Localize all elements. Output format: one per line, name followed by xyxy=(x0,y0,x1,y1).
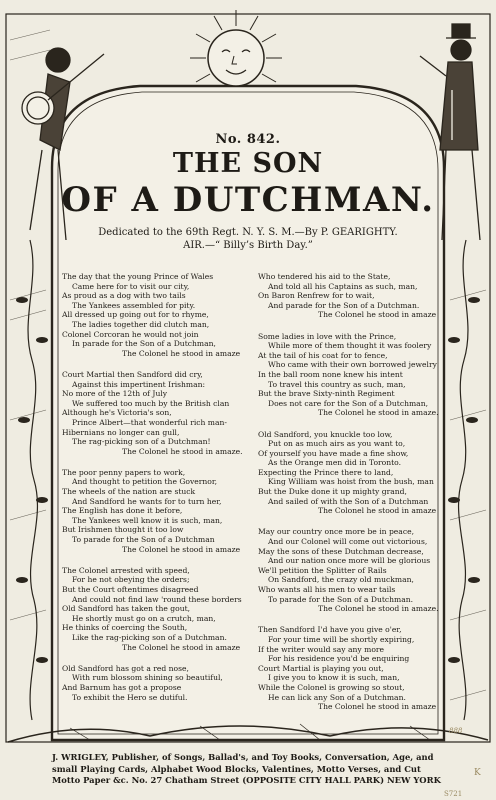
stanza xyxy=(62,566,254,652)
verse-line: To parade for the Son of a Dutchman. xyxy=(268,594,414,604)
verse-line: Who tendered his aid to the State, xyxy=(258,272,391,281)
verse-line: And Sandford he wants for to turn her, xyxy=(72,496,222,506)
dedication-block xyxy=(0,226,496,252)
stanza xyxy=(258,430,450,516)
verse-line: And could not find law 'round these borders xyxy=(72,594,242,604)
verse-line: Old Sandford has got a red nose, xyxy=(62,663,189,673)
stanza xyxy=(62,370,254,456)
verse-line: While the Colonel is growing so stout, xyxy=(258,682,405,692)
verse-line: And thought to petition the Governor, xyxy=(72,477,218,487)
verse-line: Who wants all his men to wear tails xyxy=(258,585,396,594)
stanza xyxy=(258,332,450,418)
verse-line: And told all his Captains as such, man, xyxy=(268,281,418,291)
verse-line: The English has done it before, xyxy=(62,506,183,516)
verse-line: Prince Albert—that wonderful rich man- xyxy=(72,417,227,427)
imprint-line-3: Motto Paper &c. No. 27 Chatham Street (OPPOSITE CITY HALL PARK) NEW YORK xyxy=(52,775,441,786)
verse-line: And our Colonel will come out victorious, xyxy=(268,537,428,547)
verse-line: Old Sandford has taken the gout, xyxy=(62,604,191,614)
verse-line: May our country once more be in peace, xyxy=(258,527,414,537)
verse-line: But the Duke done it up mighty grand, xyxy=(258,487,407,497)
lyrics-left-column xyxy=(62,272,254,714)
verse-line: May the sons of these Dutchman decrease, xyxy=(258,546,424,556)
verse-line: Hibernians no longer can gull, xyxy=(62,427,180,437)
margin-mark: K xyxy=(474,768,481,778)
air-line: AIR.—“ Billy’s Birth Day.” xyxy=(183,240,313,251)
dedication-line: Dedicated to the 69th Regt. N. Y. S. M.—By P. GEARIGHTY. xyxy=(98,227,398,238)
verse-line: Old Sandford, you knuckle too low, xyxy=(258,429,393,439)
lyrics-right-column xyxy=(258,272,450,723)
verse-line: The wheels of the nation are stuck xyxy=(62,487,196,497)
verse-line: The Colonel he stood in amaze xyxy=(122,348,241,358)
verse-line: But the brave Sixty-ninth Regiment xyxy=(258,389,395,399)
verse-line: But Irishmen thought it too low xyxy=(62,525,184,535)
title-line-1: THE SON xyxy=(172,148,324,179)
verse-line: For he not obeying the orders; xyxy=(72,575,190,585)
stanza xyxy=(258,272,450,320)
verse-line: The Yankees assembled for pity. xyxy=(72,300,196,310)
verse-line: We suffered too much by the British clan xyxy=(72,398,230,408)
verse-line: Who came with their own borrowed jewelry xyxy=(268,360,437,370)
verse-line: The Colonel he stood in amaze. xyxy=(122,446,243,456)
verse-line: But the Court oftentimes disagreed xyxy=(62,585,199,594)
verse-line: Came here for to visit our city, xyxy=(72,281,190,291)
verse-line: Like the rag-picking son of a Dutchman. xyxy=(72,632,227,642)
pencil-annotation: 888 xyxy=(449,727,463,735)
verse-line: To exhibit the Hero se dutiful. xyxy=(72,692,188,702)
verse-line: The Colonel he stood in amaze xyxy=(122,544,241,554)
verse-line: To parade for the Son of a Dutchman xyxy=(72,535,215,545)
verse-line: I give you to know it is such, man, xyxy=(268,673,400,683)
verse-line: At the tail of his coat for to fence, xyxy=(258,350,388,360)
sun-face-icon xyxy=(190,10,282,86)
verse-line: The Colonel he stood in amaze xyxy=(318,506,437,516)
imprint-line-2: small Playing Cards, Alphabet Wood Blocks, Valentines, Motto Verses, and Cut xyxy=(52,763,421,774)
stanza xyxy=(62,664,254,702)
verse-line: Against this impertinent Irishman: xyxy=(72,379,206,389)
verse-line: Expecting the Prince there to land, xyxy=(258,467,394,477)
imprint-line-1: J. WRIGLEY, Publisher, of Songs, Ballad's, and Toy Books, Conversation, Age, and xyxy=(52,752,434,762)
verse-line: On Baron Renfrew for to wait, xyxy=(258,291,375,301)
verse-line: The ladies together did clutch man, xyxy=(72,319,210,329)
verse-line: While more of them thought it was foolery xyxy=(268,341,432,351)
verse-line: The Colonel arrested with speed, xyxy=(62,565,190,575)
verse-line: Put on as much airs as you want to, xyxy=(268,439,406,449)
verse-line: He shortly must go on a crutch, man, xyxy=(72,613,216,623)
verse-line: And parade for the Son of a Dutchman. xyxy=(268,300,420,310)
verse-line: For his residence you'd be enquiring xyxy=(268,654,410,664)
stanza xyxy=(62,272,254,358)
verse-line: Court Martial is playing you out, xyxy=(258,663,384,673)
verse-line: To travel this country as such, man, xyxy=(268,379,406,389)
verse-line: As proud as a dog with two tails xyxy=(62,291,186,301)
verse-line: The Colonel he stood in amaze. xyxy=(318,604,439,614)
verse-line: He thinks of coercing the South, xyxy=(62,623,188,633)
verse-line: The Yankees well know it is such, man, xyxy=(72,515,223,525)
verse-line: For your time will be shortly expiring, xyxy=(268,634,415,644)
verse-line: In the ball room none knew his intent xyxy=(258,369,403,379)
verse-line: He can lick any Son of a Dutchman. xyxy=(268,692,406,702)
verse-line: The rag-picking son of a Dutchman! xyxy=(72,437,211,447)
verse-line: And sailed of with the Son of a Dutchman xyxy=(268,496,429,506)
title-line-2: OF A DUTCHMAN. xyxy=(61,180,435,220)
publisher-imprint xyxy=(52,752,482,787)
verse-line: King William was hoist from the bush, man xyxy=(268,477,434,487)
verse-line: In parade for the Son of a Dutchman, xyxy=(72,339,216,349)
verse-line: All dressed up going out for to rhyme, xyxy=(62,310,209,320)
verse-line: The Colonel he stood in amaze xyxy=(122,642,241,652)
verse-line: The Colonel he stood in amaze xyxy=(318,702,437,712)
verse-line: And Barnum has got a propose xyxy=(62,682,182,692)
verse-line: The poor penny papers to work, xyxy=(62,467,186,477)
song-number: No. 842. xyxy=(215,132,281,147)
verse-line: With rum blossom shining so beautiful, xyxy=(72,673,223,683)
stanza xyxy=(258,527,450,613)
verse-line: On Sandford, the crazy old muckman, xyxy=(268,575,414,585)
verse-line: Does not care for the Son of a Dutchman, xyxy=(268,398,429,408)
verse-line: As the Orange men did in Toronto. xyxy=(268,458,402,468)
verse-line: Although he's Victoria's son, xyxy=(62,408,172,418)
verse-line: We'll petition the Splitter of Rails xyxy=(258,565,387,575)
stanza xyxy=(258,625,450,711)
stanza xyxy=(62,468,254,554)
verse-line: The Colonel he stood in amaze. xyxy=(318,408,439,418)
verse-line: The day that the young Prince of Wales xyxy=(62,272,214,281)
corner-mark: S721 xyxy=(444,790,463,798)
verse-line: Then Sandford I'd have you give o'er, xyxy=(258,625,402,635)
verse-line: Colonel Corcoran he would not join xyxy=(62,329,199,339)
verse-line: Of yourself you have made a fine show, xyxy=(258,448,409,458)
verse-line: Some ladies in love with the Prince, xyxy=(258,331,397,341)
verse-line: And our nation once more will be glorious xyxy=(268,556,431,566)
verse-line: The Colonel he stood in amaze xyxy=(318,310,437,320)
verse-line: If the writer would say any more xyxy=(258,644,385,654)
verse-line: Court Martial then Sandford did cry, xyxy=(62,369,203,379)
verse-line: No more of the 12th of July xyxy=(62,389,168,399)
